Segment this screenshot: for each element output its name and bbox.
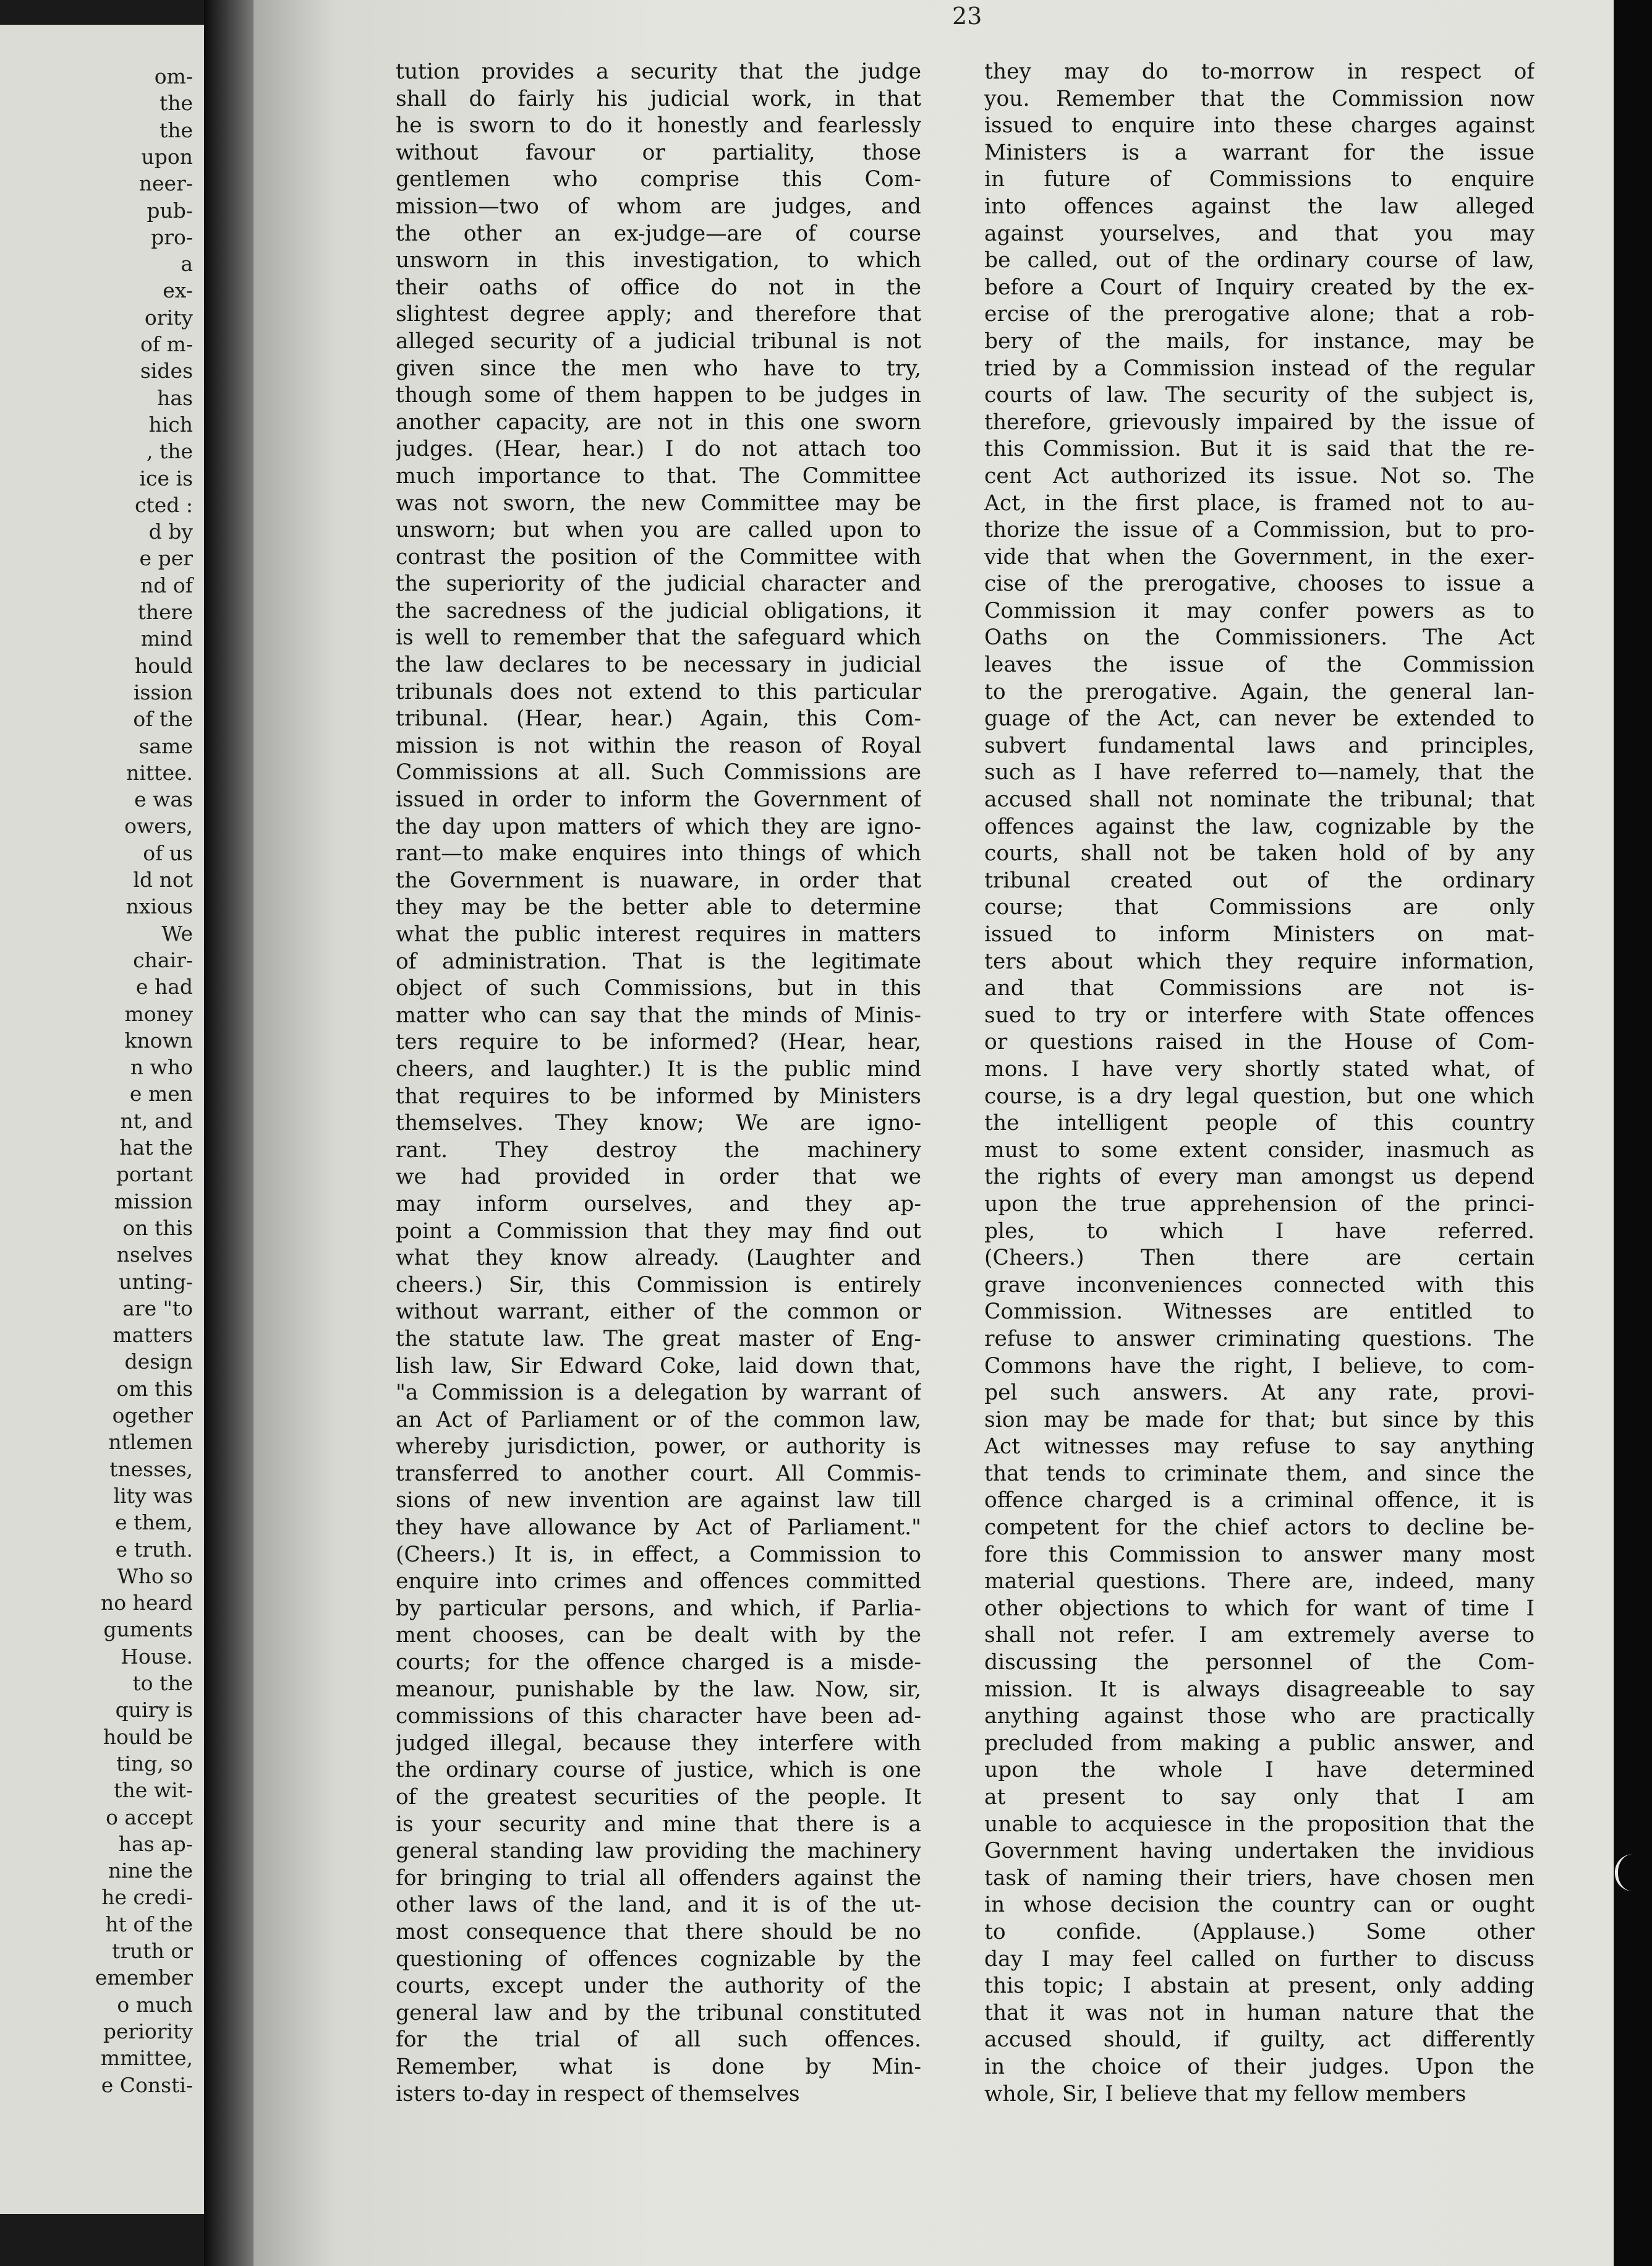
text-line: mons. I have very shortly stated what, of: [984, 1056, 1535, 1082]
text-line: this topic; I abstain at present, only adding: [984, 1973, 1535, 1999]
text-line: whole, Sir, I believe that my fellow members: [984, 2081, 1467, 2106]
text-line: ment chooses, can be dealt with by the: [396, 1623, 921, 1648]
text-line: against yourselves, and that you may: [984, 221, 1535, 246]
text-line: tried by a Commission instead of the regular: [984, 356, 1535, 381]
facing-page-line: truth or: [112, 1939, 193, 1963]
text-line: be called, out of the ordinary course of law,: [984, 248, 1535, 273]
facing-page-line: House.: [121, 1644, 193, 1669]
text-line: the ordinary course of justice, which is one: [396, 1758, 921, 1783]
facing-page-line: We: [161, 921, 193, 946]
text-line: by particular persons, and which, if Parlia-: [396, 1596, 921, 1621]
text-line: was not sworn, the new Committee may be: [396, 490, 921, 516]
text-line: unable to acquiesce in the proposition that the: [984, 1811, 1535, 1837]
text-line: offence charged is a criminal offence, it is: [984, 1488, 1535, 1513]
text-line: issued to enquire into these charges against: [984, 113, 1535, 139]
facing-page-line: e them,: [115, 1510, 193, 1535]
text-line: commissions of this character have been ad-: [396, 1704, 921, 1729]
facing-page-line: emember: [95, 1965, 193, 1990]
facing-page-line: chair-: [133, 947, 193, 972]
text-line: judges. (Hear, hear.) I do not attach too: [396, 437, 921, 462]
text-line: most consequence that there should be no: [396, 1919, 921, 1944]
text-line: mission is not within the reason of Royal: [396, 733, 921, 758]
facing-page-line: on this: [122, 1215, 193, 1240]
facing-page-line: nt, and: [120, 1108, 193, 1133]
text-line: Commissions at all. Such Commissions are: [396, 760, 921, 785]
text-column-right: [984, 59, 1535, 2112]
facing-page-line: ission: [133, 680, 193, 704]
facing-page-line: ogether: [112, 1403, 193, 1427]
facing-page-line: hould be: [103, 1724, 193, 1749]
text-line: tution provides a security that the judge: [396, 59, 921, 84]
text-line: you. Remember that the Commission now: [984, 86, 1535, 111]
facing-page-line: no heard: [101, 1591, 193, 1615]
text-line: general law and by the tribunal constituted: [396, 2000, 921, 2025]
facing-page-line: cted :: [134, 492, 193, 517]
facing-page-line: portant: [116, 1162, 193, 1187]
facing-page-line: d by: [148, 519, 193, 544]
text-line: vide that when the Government, in the exer-: [984, 544, 1535, 570]
facing-page-fragment: [0, 25, 204, 2214]
facing-page-line: nd of: [140, 573, 193, 597]
facing-page-line: hich: [148, 412, 193, 437]
text-line: Commission. Witnesses are entitled to: [984, 1299, 1535, 1325]
text-line: is your security and mine that there is a: [396, 1811, 921, 1837]
text-line: alleged security of a judicial tribunal is not: [396, 328, 921, 354]
facing-page-line: design: [124, 1349, 193, 1374]
facing-page-line: known: [124, 1028, 193, 1053]
facing-page-line: pub-: [147, 198, 193, 223]
text-line: pel such answers. At any rate, provi-: [984, 1380, 1535, 1406]
facing-page-line: mission: [114, 1189, 193, 1213]
text-line: Commons have the right, I believe, to com-: [984, 1353, 1535, 1379]
text-line: other objections to which for want of time I: [984, 1596, 1535, 1621]
text-line: matter who can say that the minds of Minis-: [396, 1003, 921, 1028]
facing-page-line: tnesses,: [109, 1456, 193, 1481]
text-line: mission. It is always disagreeable to say: [984, 1677, 1535, 1702]
text-line: questioning of offences cognizable by the: [396, 1946, 921, 1972]
facing-page-line: neer-: [138, 171, 193, 196]
text-line: upon the true apprehension of the princi-: [984, 1191, 1535, 1216]
text-line: though some of them happen to be judges in: [396, 383, 921, 408]
text-line: precluded from making a public answer, and: [984, 1730, 1535, 1756]
text-line: much importance to that. The Committee: [396, 463, 921, 489]
text-line: competent for the chief actors to decline be-: [984, 1515, 1535, 1541]
facing-page-line: of m-: [140, 332, 193, 356]
facing-page-line: the wit-: [114, 1778, 193, 1803]
text-line: issued to inform Ministers on mat-: [984, 922, 1535, 947]
text-line: this Commission. But it is said that the re-: [984, 437, 1535, 462]
facing-page-line: quiry is: [115, 1698, 193, 1722]
text-line: they may do to-morrow in respect of: [984, 59, 1535, 84]
text-line: ercise of the prerogative alone; that a rob-: [984, 302, 1535, 327]
text-line: Act, in the first place, is framed not to au-: [984, 490, 1535, 516]
text-line: whereby jurisdiction, power, or authority is: [396, 1434, 921, 1460]
text-line: object of such Commissions, but in this: [396, 976, 921, 1001]
facing-page-line: he credi-: [101, 1885, 193, 1910]
text-line: contrast the position of the Committee with: [396, 544, 921, 570]
text-line: thorize the issue of a Commission, but to pro-: [984, 518, 1535, 543]
text-line: offences against the law, cognizable by the: [984, 814, 1535, 839]
facing-page-line: unting-: [119, 1269, 193, 1294]
facing-page-line: money: [124, 1001, 193, 1026]
text-line: issued in order to inform the Government of: [396, 787, 921, 813]
text-line: general standing law providing the machinery: [396, 1839, 921, 1864]
facing-page-line: ld not: [133, 868, 193, 892]
text-line: given since the men who have to try,: [396, 356, 921, 381]
text-line: slightest degree apply; and therefore that: [396, 302, 921, 327]
facing-page-line: ting, so: [116, 1751, 193, 1776]
text-line: course, is a dry legal question, but one which: [984, 1084, 1535, 1109]
text-line: upon the whole I have determined: [984, 1758, 1535, 1783]
text-line: sions of new invention are against law till: [396, 1488, 921, 1513]
text-line: their oaths of office do not in the: [396, 275, 921, 300]
text-line: must to some extent consider, inasmuch as: [984, 1137, 1535, 1163]
facing-page-line: sides: [140, 359, 193, 383]
facing-page-line: ntlemen: [108, 1430, 193, 1455]
facing-page-line: periority: [103, 2019, 193, 2043]
text-line: Commission it may confer powers as to: [984, 598, 1535, 623]
text-line: for bringing to trial all offenders against the: [396, 1865, 921, 1891]
text-line: courts, except under the authority of the: [396, 1973, 921, 1999]
book-gutter: [204, 0, 253, 2266]
text-line: the intelligent people of this country: [984, 1111, 1535, 1136]
facing-page-line: om-: [154, 64, 193, 88]
facing-page-line: nxious: [126, 894, 193, 919]
text-line: Remember, what is done by Min-: [396, 2054, 921, 2079]
text-line: of administration. That is the legitimate: [396, 949, 921, 974]
text-line: without warrant, either of the common or: [396, 1299, 921, 1325]
facing-page-line: ex-: [163, 278, 193, 303]
facing-page-line: to the: [132, 1671, 193, 1695]
text-line: bery of the mails, for instance, may be: [984, 328, 1535, 354]
text-line: they may be the better able to determine: [396, 895, 921, 920]
page-number: 23: [952, 2, 982, 30]
text-line: mission—two of whom are judges, and: [396, 194, 921, 219]
text-line: ters about which they require information,: [984, 949, 1535, 974]
facing-page-line: a: [181, 252, 193, 276]
text-line: Oaths on the Commissioners. The Act: [984, 625, 1535, 651]
facing-page-line: has: [157, 385, 193, 410]
text-line: in the choice of their judges. Upon the: [984, 2054, 1535, 2079]
text-line: isters to-day in respect of themselves: [396, 2081, 800, 2106]
text-line: rant. They destroy the machinery: [396, 1137, 921, 1163]
facing-page-line: same: [138, 733, 193, 758]
facing-page-line: Who so: [117, 1563, 193, 1588]
text-line: the superiority of the judicial character and: [396, 571, 921, 597]
text-line: Act witnesses may refuse to say anything: [984, 1434, 1535, 1460]
text-line: courts of law. The security of the subject is,: [984, 383, 1535, 408]
text-line: or questions raised in the House of Com-: [984, 1030, 1535, 1055]
text-line: the Government is nuaware, in order that: [396, 868, 921, 893]
text-line: cent Act authorized its issue. Not so. The: [984, 463, 1535, 489]
text-line: task of naming their triers, have chosen men: [984, 1865, 1535, 1891]
text-line: "a Commission is a delegation by warrant of: [396, 1380, 921, 1406]
facing-page-line: there: [137, 600, 193, 624]
text-line: may inform ourselves, and they ap-: [396, 1191, 921, 1216]
text-line: gentlemen who comprise this Com-: [396, 167, 921, 192]
text-line: the statute law. The great master of Eng-: [396, 1326, 921, 1351]
text-line: Government having undertaken the invidious: [984, 1839, 1535, 1864]
text-line: accused shall not nominate the tribunal; that: [984, 787, 1535, 813]
facing-page-line: nittee.: [126, 760, 193, 785]
text-line: to the prerogative. Again, the general lan-: [984, 679, 1535, 704]
text-line: accused should, if guilty, act differently: [984, 2027, 1535, 2053]
text-line: meanour, punishable by the law. Now, sir,: [396, 1677, 921, 1702]
text-line: before a Court of Inquiry created by the ex-: [984, 275, 1535, 300]
text-line: of the greatest securities of the people. It: [396, 1785, 921, 1810]
facing-page-line: of us: [143, 840, 193, 865]
text-line: that it was not in human nature that the: [984, 2000, 1535, 2025]
text-line: course; that Commissions are only: [984, 895, 1535, 920]
text-line: (Cheers.) Then there are certain: [984, 1246, 1535, 1271]
text-line: shall not refer. I am extremely averse to: [984, 1623, 1535, 1648]
text-line: refuse to answer criminating questions. The: [984, 1326, 1535, 1351]
text-line: cise of the prerogative, chooses to issue a: [984, 571, 1535, 597]
facing-page-line: e truth.: [115, 1537, 193, 1562]
text-line: material questions. There are, indeed, many: [984, 1569, 1535, 1594]
text-line: tribunals does not extend to this particular: [396, 679, 921, 704]
facing-page-line: om this: [116, 1376, 193, 1401]
facing-page-line: ority: [144, 305, 193, 330]
facing-page-line: o accept: [106, 1805, 193, 1829]
facing-page-line: hould: [134, 653, 193, 678]
text-line: discussing the personnel of the Com-: [984, 1650, 1535, 1675]
text-line: in future of Commissions to enquire: [984, 167, 1535, 192]
text-line: lish law, Sir Edward Coke, laid down that,: [396, 1353, 921, 1379]
facing-page-line: mmittee,: [100, 2046, 193, 2071]
text-line: another capacity, are not in this one sworn: [396, 409, 921, 435]
text-line: such as I have referred to—namely, that the: [984, 760, 1535, 785]
facing-page-line: e Consti-: [101, 2072, 193, 2097]
text-line: ters require to be informed? (Hear, hear,: [396, 1030, 921, 1055]
text-line: the day upon matters of which they are igno-: [396, 814, 921, 839]
text-line: sion may be made for that; but since by this: [984, 1407, 1535, 1432]
text-line: what they know already. (Laughter and: [396, 1246, 921, 1271]
text-line: therefore, grievously impaired by the issue of: [984, 409, 1535, 435]
text-line: other laws of the land, and it is of the ut-: [396, 1892, 921, 1918]
text-line: what the public interest requires in matters: [396, 922, 921, 947]
text-line: cheers.) Sir, this Commission is entirely: [396, 1272, 921, 1298]
text-line: an Act of Parliament or of the common law,: [396, 1407, 921, 1432]
text-line: cheers, and laughter.) It is the public mind: [396, 1056, 921, 1082]
facing-page-line: , the: [146, 439, 193, 464]
text-line: the law declares to be necessary in judicial: [396, 652, 921, 678]
page-edge: [1614, 0, 1652, 2266]
text-line: they have allowance by Act of Parliament.": [396, 1515, 921, 1541]
facing-page-line: nselves: [116, 1242, 193, 1267]
facing-page-line: ice is: [139, 466, 193, 490]
text-line: enquire into crimes and offences committed: [396, 1569, 921, 1594]
facing-page-line: e per: [139, 546, 193, 571]
facing-page-line: lity was: [113, 1483, 193, 1508]
facing-page-line: the: [159, 118, 193, 142]
facing-page-line: e had: [135, 975, 193, 999]
text-line: without favour or partiality, those: [396, 140, 921, 165]
text-line: transferred to another court. All Commis-: [396, 1461, 921, 1486]
text-line: unsworn in this investigation, to which: [396, 248, 921, 273]
text-line: at present to say only that I am: [984, 1785, 1535, 1810]
text-line: into offences against the law alleged: [984, 194, 1535, 219]
text-line: we had provided in order that we: [396, 1165, 921, 1190]
text-line: courts, shall not be taken hold of by any: [984, 841, 1535, 866]
text-line: rant—to make enquires into things of which: [396, 841, 921, 866]
facing-page-line: n who: [130, 1055, 193, 1080]
text-line: for the trial of all such offences.: [396, 2027, 921, 2053]
text-line: the rights of every man amongst us depend: [984, 1165, 1535, 1190]
text-line: to confide. (Applause.) Some other: [984, 1919, 1535, 1944]
text-line: Ministers is a warrant for the issue: [984, 140, 1535, 165]
facing-page-line: matters: [113, 1323, 193, 1348]
text-column-left: [396, 59, 921, 2112]
text-line: the other an ex-judge—are of course: [396, 221, 921, 246]
text-line: is well to remember that the safeguard which: [396, 625, 921, 651]
text-line: shall do fairly his judicial work, in that: [396, 86, 921, 111]
text-line: tribunal. (Hear, hear.) Again, this Com-: [396, 706, 921, 732]
facing-page-line: e men: [129, 1082, 193, 1106]
text-line: leaves the issue of the Commission: [984, 652, 1535, 678]
text-line: the sacredness of the judicial obligations, it: [396, 598, 921, 623]
text-line: unsworn; but when you are called upon to: [396, 518, 921, 543]
text-line: themselves. They know; We are igno-: [396, 1111, 921, 1136]
text-line: (Cheers.) It is, in effect, a Commission to: [396, 1542, 921, 1567]
text-line: point a Commission that they may find out: [396, 1218, 921, 1244]
facing-page-line: of the: [133, 707, 193, 732]
text-line: judged illegal, because they interfere with: [396, 1730, 921, 1756]
text-line: anything against those who are practically: [984, 1704, 1535, 1729]
text-line: tribunal created out of the ordinary: [984, 868, 1535, 893]
facing-page-line: mind: [140, 626, 193, 651]
text-line: sued to try or interfere with State offences: [984, 1003, 1535, 1028]
text-line: day I may feel called on further to discuss: [984, 1946, 1535, 1972]
text-line: that tends to criminate them, and since the: [984, 1461, 1535, 1486]
facing-page-line: are "to: [122, 1296, 193, 1320]
facing-page-line: guments: [103, 1617, 193, 1642]
facing-page-line: ht of the: [105, 1912, 193, 1936]
text-line: he is sworn to do it honestly and fearlessly: [396, 113, 921, 139]
facing-page-line: hat the: [119, 1135, 193, 1160]
text-line: ples, to which I have referred.: [984, 1218, 1535, 1244]
facing-page-line: e was: [134, 787, 193, 812]
text-line: that requires to be informed by Ministers: [396, 1084, 921, 1109]
facing-page-line: owers,: [124, 814, 193, 839]
facing-page-line: o much: [117, 1992, 193, 2017]
text-line: fore this Commission to answer many most: [984, 1542, 1535, 1567]
facing-page-line: pro-: [151, 224, 193, 249]
text-line: courts; for the offence charged is a misde-: [396, 1650, 921, 1675]
text-line: grave inconveniences connected with this: [984, 1272, 1535, 1298]
text-line: in whose decision the country can or ought: [984, 1892, 1535, 1918]
facing-page-line: nine the: [108, 1858, 193, 1883]
facing-page-line: upon: [141, 144, 193, 169]
text-line: and that Commissions are not is-: [984, 976, 1535, 1001]
facing-page-line: the: [159, 91, 193, 116]
facing-page-line: has ap-: [118, 1831, 193, 1856]
text-line: guage of the Act, can never be extended to: [984, 706, 1535, 732]
text-line: subvert fundamental laws and principles,: [984, 733, 1535, 758]
